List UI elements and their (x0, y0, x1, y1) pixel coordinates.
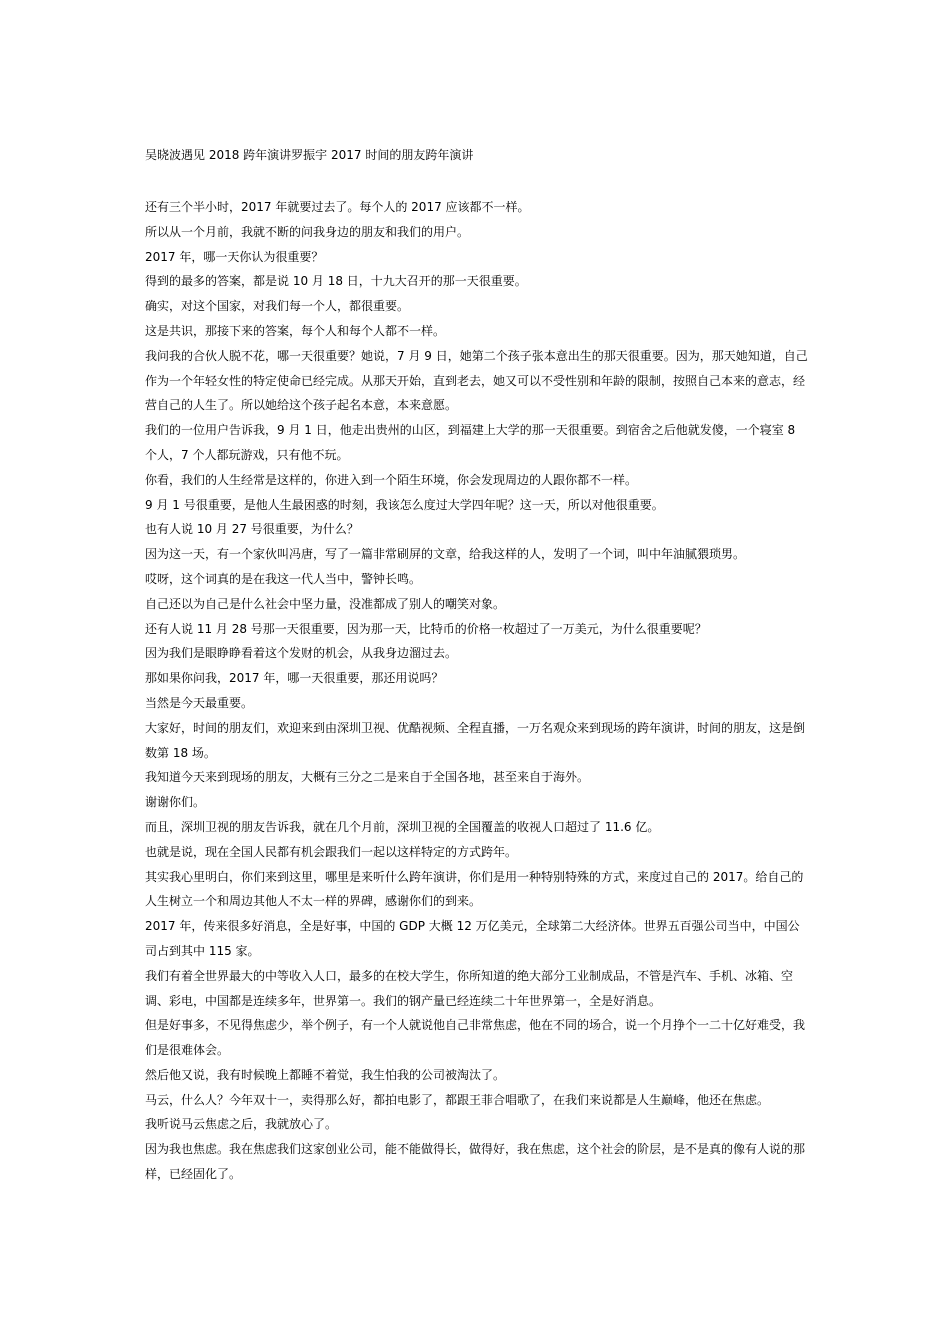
paragraph: 那如果你问我，2017 年，哪一天很重要，那还用说吗？ (145, 671, 444, 686)
paragraph: 你看，我们的人生经常是这样的，你进入到一个陌生环境，你会发现周边的人跟你都不一样。 (145, 472, 638, 487)
paragraph: 还有人说 11 月 28 号那一天很重要，因为那一天，比特币的价格一枚超过了一万美元，为什么很重要呢？ (145, 621, 707, 636)
paragraph: 但是好事多，不见得焦虑少，举个例子，有一个人就说他自己非常焦虑，他在不同的场合，说一个月挣个一二十亿好难受，我们是很难体会。 (145, 1018, 806, 1058)
paragraph: 我知道今天来到现场的朋友，大概有三分之二是来自于全国各地，甚至来自于海外。 (145, 770, 590, 785)
paragraph: 还有三个半小时，2017 年就要过去了。每个人的 2017 应该都不一样。 (145, 200, 530, 214)
paragraph: 得到的最多的答案，都是说 10 月 18 日，十九大召开的那一天很重要。 (145, 274, 527, 289)
paragraph: 因为我也焦虑。我在焦虑我们这家创业公司，能不能做得长，做得好，我在焦虑，这个社会的阶层，是不是真的像有人说的那样，已经固化了。 (145, 1142, 806, 1182)
paragraph: 我问我的合伙人脱不花，哪一天很重要？她说，7 月 9 日，她第二个孩子张本意出生的那天很重要。因为，那天她知道，自己作为一个年轻女性的特定使命已经完成。从那天开始，直到老去，她又可以不受性别和年龄的限制，按照自己本来的意志，经营自己的人生了。所以她给这个孩子起名本意，本来意愿。 (145, 348, 808, 413)
paragraph: 而且，深圳卫视的朋友告诉我，就在几个月前，深圳卫视的全国覆盖的收视人口超过了 11.6 亿。 (145, 819, 660, 834)
paragraph: 所以从一个月前，我就不断的问我身边的朋友和我们的用户。 (145, 224, 470, 239)
paragraph: 马云，什么人？今年双十一，卖得那么好，都拍电影了，都跟王菲合唱歌了，在我们来说都是人生巅峰，他还在焦虑。 (145, 1092, 770, 1107)
paragraph: 这是共识，那接下来的答案，每个人和每个人都不一样。 (145, 323, 446, 338)
paragraph: 因为我们是眼睁睁看着这个发财的机会，从我身边溜过去。 (145, 646, 458, 661)
document-body (145, 195, 810, 1187)
paragraph: 当然是今天最重要。 (145, 695, 254, 710)
paragraph: 因为这一天，有一个家伙叫冯唐，写了一篇非常刷屏的文章，给我这样的人，发明了一个词，叫中年油腻猥琐男。 (145, 547, 746, 562)
paragraph: 大家好，时间的朋友们，欢迎来到由深圳卫视、优酷视频、全程直播，一万名观众来到现场的跨年演讲，时间的朋友，这是倒数第 18 场。 (145, 720, 806, 760)
paragraph: 自己还以为自己是什么社会中坚力量，没准都成了别人的嘲笑对象。 (145, 596, 506, 611)
paragraph: 我们的一位用户告诉我，9 月 1 日，他走出贵州的山区，到福建上大学的那一天很重要。到宿舍之后他就发傻，一个寝室 8 个人，7 个人都玩游戏，只有他不玩。 (145, 423, 796, 462)
paragraph: 我们有着全世界最大的中等收入人口，最多的在校大学生，你所知道的绝大部分工业制成品，不管是汽车、手机、冰箱、空调、彩电，中国都是连续多年，世界第一。我们的钢产量已经连续二十年世界第一，全是好消息。 (145, 968, 794, 1008)
paragraph: 谢谢你们。 (145, 795, 206, 810)
paragraph: 9 月 1 号很重要，是他人生最困惑的时刻，我该怎么度过大学四年呢？这一天，所以对他很重要。 (145, 497, 664, 512)
paragraph: 也有人说 10 月 27 号很重要，为什么？ (145, 522, 359, 537)
paragraph: 哎呀，这个词真的是在我这一代人当中，警钟长鸣。 (145, 571, 422, 586)
document-title: 吴晓波遇见 2018 跨年演讲罗振宇 2017 时间的朋友跨年演讲 (145, 148, 474, 162)
paragraph: 也就是说，现在全国人民都有机会跟我们一起以这样特定的方式跨年。 (145, 844, 518, 859)
paragraph: 其实我心里明白，你们来到这里，哪里是来听什么跨年演讲，你们是用一种特别特殊的方式，来度过自己的 2017。给自己的人生树立一个和周边其他人不太一样的界碑，感谢你们的到来。 (145, 869, 804, 909)
paragraph: 2017 年，哪一天你认为很重要？ (145, 249, 324, 264)
paragraph: 确实，对这个国家，对我们每一个人，都很重要。 (145, 299, 410, 314)
paragraph: 2017 年，传来很多好消息，全是好事，中国的 GDP 大概 12 万亿美元，全球第二大经济体。世界五百强公司当中，中国公司占到其中 115 家。 (145, 919, 800, 958)
paragraph: 我听说马云焦虑之后，我就放心了。 (145, 1117, 338, 1132)
paragraph: 然后他又说，我有时候晚上都睡不着觉，我生怕我的公司被淘汰了。 (145, 1067, 506, 1082)
